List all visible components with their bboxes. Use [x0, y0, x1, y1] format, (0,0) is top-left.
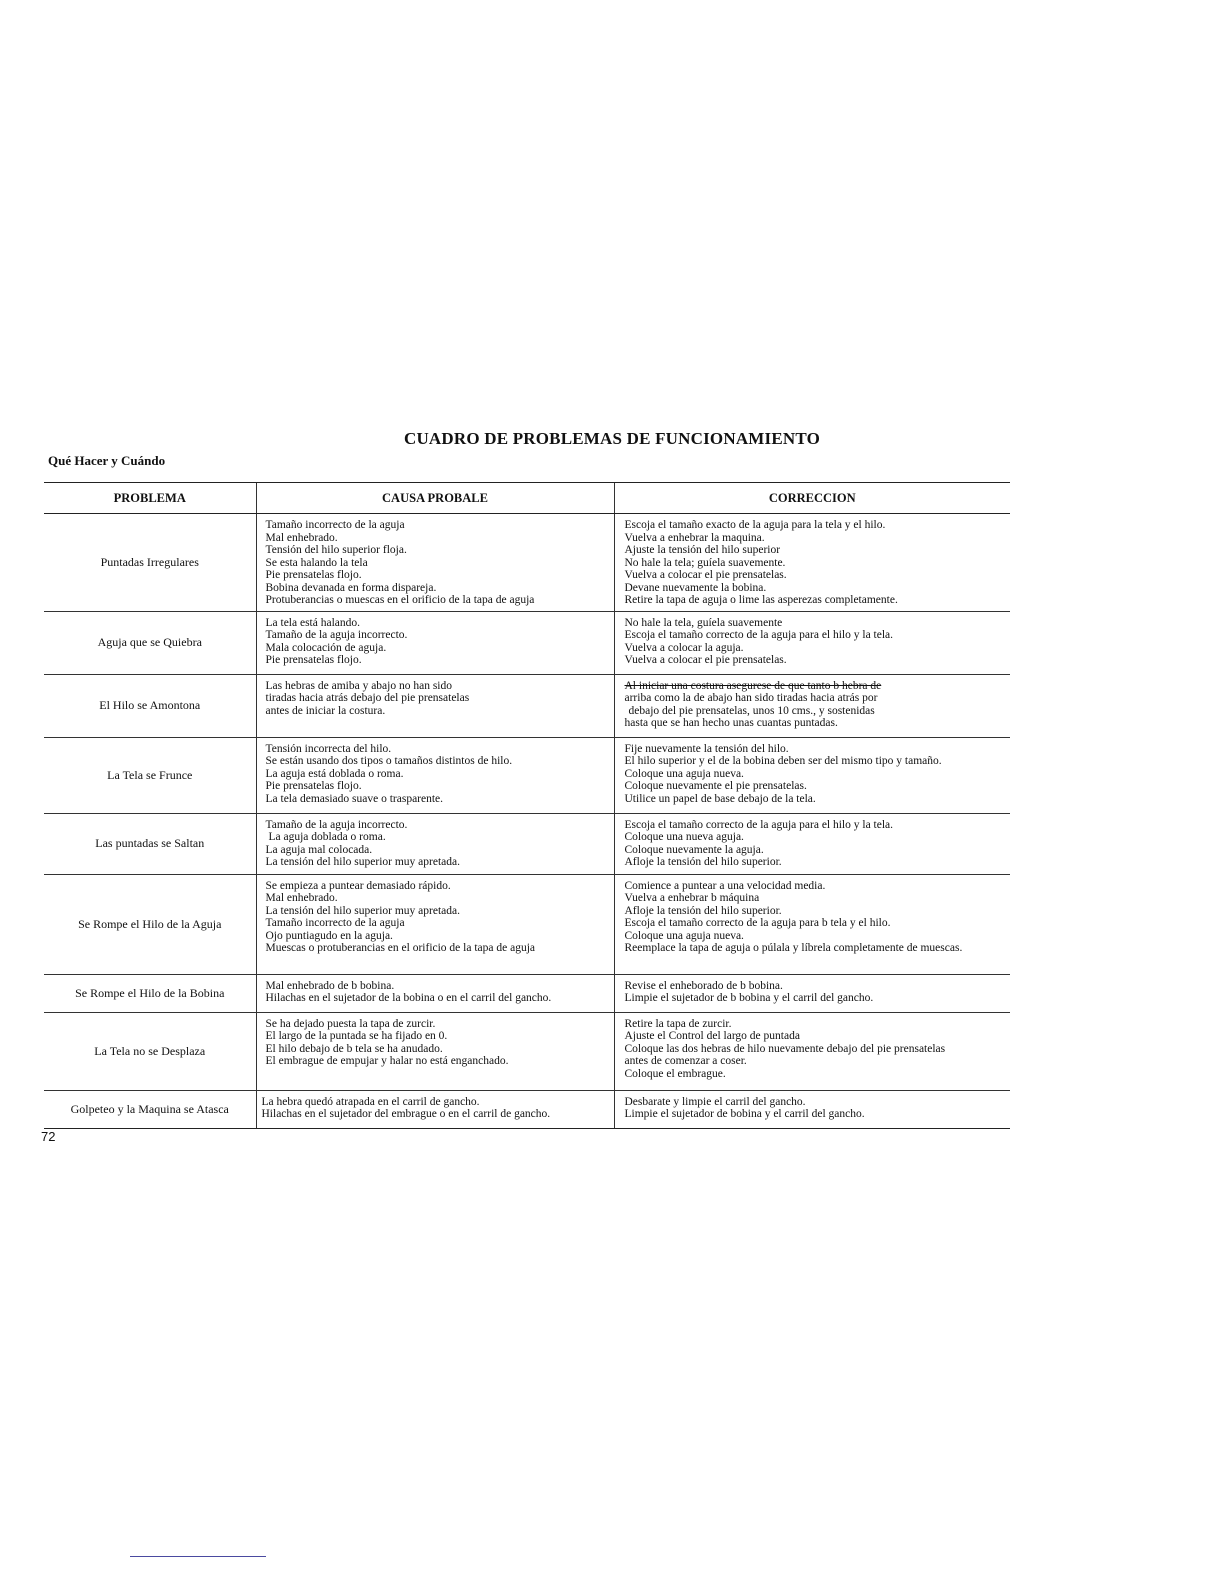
cause-line: La hebra quedó atrapada en el carril de gancho. [261, 1095, 480, 1108]
cause-line: Pie prensatelas flojo. [265, 654, 362, 666]
cause-line: La tensión del hilo superior muy apretada. [265, 856, 460, 868]
correction-line: No hale la tela; guíela suavemente. [624, 556, 786, 569]
cause-line: Tamaño de la aguja incorrecto. [265, 818, 408, 831]
cause-cell [256, 974, 614, 1012]
correction-cell [614, 611, 1010, 674]
correction-cell [614, 737, 1010, 813]
cause-line: Mal enhebrado de b bobina. [265, 979, 395, 992]
cause-cell [256, 611, 614, 674]
table-row [44, 813, 1010, 874]
correction-line: Coloque el embrague. [624, 1067, 726, 1080]
correction-line: Afloje la tensión del hilo superior. [624, 904, 782, 917]
cause-cell [256, 1090, 614, 1128]
cause-line: La tela demasiado suave o trasparente. [265, 792, 444, 805]
problem-cell: La Tela no se Desplaza [44, 1012, 256, 1090]
cause-line: El embrague de empujar y halar no está enganchado. [265, 1055, 509, 1067]
correction-line: antes de comenzar a coser. [624, 1055, 747, 1067]
correction-line: Coloque una aguja nueva. [624, 767, 744, 780]
cause-line: La tela está halando. [265, 616, 361, 629]
table-row [44, 1012, 1010, 1090]
cause-line: Ojo puntiagudo en la aguja. [265, 929, 393, 942]
correction-line: Coloque nuevamente el pie prensatelas. [624, 780, 807, 792]
correction-line: Vuelva a colocar el pie prensatelas. [624, 569, 787, 581]
cause-line: Tamaño incorrecto de la aguja [265, 519, 405, 531]
correction-line: Escoja el tamaño correcto de la aguja para b tela y el hilo. [624, 917, 891, 929]
cause-line: Se ha dejado puesta la tapa de zurcir. [265, 1017, 436, 1030]
cause-line: Se esta halando la tela [265, 556, 368, 569]
cause-cell [256, 874, 614, 974]
problem-cell: Puntadas Irregulares [44, 514, 256, 612]
correction-line: Coloque una nueva aguja. [624, 831, 744, 843]
cause-line: Las hebras de amiba y abajo no han sido [265, 679, 452, 692]
cause-line: Tensión incorrecta del hilo. [265, 742, 392, 755]
correction-line: Vuelva a colocar el pie prensatelas. [624, 654, 787, 666]
cause-line: El largo de la puntada se ha fijado en 0. [265, 1030, 448, 1042]
correction-cell [614, 674, 1010, 737]
correction-struck-line: Al iniciar una costura asegurese de que tanto b hebra de [624, 679, 882, 692]
table-body [44, 514, 1010, 1129]
cause-line: Tensión del hilo superior floja. [265, 544, 407, 556]
correction-line: arriba como la de abajo han sido tiradas hacia atrás por [624, 692, 878, 704]
cause-line: Protuberancias o muescas en el orificio de la tapa de aguja [265, 594, 535, 606]
cause-line: Hilachas en el sujetador del embrague o en el carril de gancho. [261, 1108, 551, 1120]
cause-line: Hilachas en el sujetador de la bobina o en el carril del gancho. [265, 992, 552, 1004]
cause-line: Se están usando dos tipos o tamaños distintos de hilo. [265, 755, 513, 767]
table-row [44, 611, 1010, 674]
correction-line: Desbarate y limpie el carril del gancho. [624, 1095, 806, 1108]
cause-cell [256, 1012, 614, 1090]
cause-line: Pie prensatelas flojo. [265, 780, 362, 792]
cause-line: La aguja doblada o roma. [268, 831, 386, 843]
correction-line: Escoja el tamaño correcto de la aguja para el hilo y la tela. [624, 629, 894, 641]
correction-line: Limpie el sujetador de bobina y el carril del gancho. [624, 1108, 865, 1120]
cause-line: tiradas hacia atrás debajo del pie prensatelas [265, 692, 470, 704]
correction-cell [614, 1012, 1010, 1090]
problem-cell: Se Rompe el Hilo de la Bobina [44, 974, 256, 1012]
cause-line: antes de iniciar la costura. [265, 704, 386, 717]
correction-line: Afloje la tensión del hilo superior. [624, 856, 782, 868]
correction-line: El hilo superior y el de la bobina deben ser del mismo tipo y tamaño. [624, 755, 942, 767]
problem-cell: El Hilo se Amontona [44, 674, 256, 737]
table-row [44, 674, 1010, 737]
table-header-row [44, 483, 1010, 514]
cause-line: Pie prensatelas flojo. [265, 569, 362, 581]
cause-cell [256, 737, 614, 813]
cause-line: La aguja mal colocada. [265, 843, 373, 856]
cause-cell [256, 813, 614, 874]
header-problem: PROBLEMA [44, 483, 256, 514]
table-row [44, 514, 1010, 612]
correction-line: Limpie el sujetador de b bobina y el carril del gancho. [624, 992, 874, 1004]
page-number: 72 [41, 1129, 56, 1144]
correction-line: Escoja el tamaño correcto de la aguja para el hilo y la tela. [624, 818, 894, 831]
cause-line: Tamaño de la aguja incorrecto. [265, 629, 408, 641]
correction-line: Vuelva a enhebrar b máquina [624, 892, 760, 904]
correction-line: Devane nuevamente la bobina. [624, 581, 767, 594]
table-row [44, 737, 1010, 813]
cause-line: La aguja está doblada o roma. [265, 767, 404, 780]
correction-cell [614, 874, 1010, 974]
correction-line: Revise el enheborado de b bobina. [624, 979, 783, 992]
cause-line: Mala colocación de aguja. [265, 641, 387, 654]
correction-line: Escoja el tamaño exacto de la aguja para la tela y el hilo. [624, 519, 886, 531]
page-subtitle: Qué Hacer y Cuándo [48, 453, 166, 468]
problem-cell: Las puntadas se Saltan [44, 813, 256, 874]
correction-line: No hale la tela, guíela suavemente [624, 616, 783, 629]
correction-line: Coloque nuevamente la aguja. [624, 843, 764, 856]
correction-cell [614, 514, 1010, 612]
cause-line: El hilo debajo de b tela se ha anudado. [265, 1042, 443, 1055]
header-cause: CAUSA PROBALE [256, 483, 614, 514]
correction-line: Ajuste la tensión del hilo superior [624, 544, 781, 556]
correction-line: Coloque las dos hebras de hilo nuevamente debajo del pie prensatelas [624, 1042, 946, 1055]
correction-cell [614, 974, 1010, 1012]
problem-cell: Golpeteo y la Maquina se Atasca [44, 1090, 256, 1128]
header-correction: CORRECCION [614, 483, 1010, 514]
correction-line: Fije nuevamente la tensión del hilo. [624, 742, 789, 755]
cause-line: La tensión del hilo superior muy apretada. [265, 904, 460, 917]
correction-line: Coloque una aguja nueva. [624, 929, 744, 942]
correction-line: debajo del pie prensatelas, unos 10 cms., y sostenidas [628, 704, 875, 717]
cause-line: Mal enhebrado. [265, 892, 338, 904]
page-title: CUADRO DE PROBLEMAS DE FUNCIONAMIENTO [403, 429, 821, 448]
cause-line: Mal enhebrado. [265, 531, 338, 544]
correction-line: Retire la tapa de aguja o lime las asperezas completamente. [624, 594, 898, 606]
cause-line: Tamaño incorrecto de la aguja [265, 917, 405, 929]
correction-line: Ajuste el Control del largo de puntada [624, 1030, 800, 1042]
problem-cell: Se Rompe el Hilo de la Aguja [44, 874, 256, 974]
correction-line: Utilice un papel de base debajo de la tela. [624, 792, 816, 805]
table-row [44, 874, 1010, 974]
correction-line: hasta que se han hecho unas cuantas puntadas. [624, 717, 838, 729]
cause-line: Se empieza a puntear demasiado rápido. [265, 879, 451, 892]
correction-cell [614, 813, 1010, 874]
cause-cell [256, 674, 614, 737]
correction-line: Vuelva a enhebrar la maquina. [624, 531, 765, 544]
table-row [44, 974, 1010, 1012]
cause-line: Muescas o protuberancias en el orificio de la tapa de aguja [265, 942, 535, 954]
cause-cell [256, 514, 614, 612]
correction-line: Reemplace la tapa de aguja o púlala y líbrela completamente de muescas. [624, 942, 963, 954]
problem-cell: La Tela se Frunce [44, 737, 256, 813]
correction-cell [614, 1090, 1010, 1128]
correction-line: Comience a puntear a una velocidad media. [624, 879, 826, 892]
footer-divider [130, 1556, 266, 1557]
troubleshooting-table [44, 482, 1010, 1129]
cause-line: Bobina devanada en forma dispareja. [265, 581, 437, 594]
correction-line: Retire la tapa de zurcir. [624, 1017, 732, 1030]
problem-cell: Aguja que se Quiebra [44, 611, 256, 674]
correction-line: Vuelva a colocar la aguja. [624, 641, 744, 654]
table-row [44, 1090, 1010, 1128]
